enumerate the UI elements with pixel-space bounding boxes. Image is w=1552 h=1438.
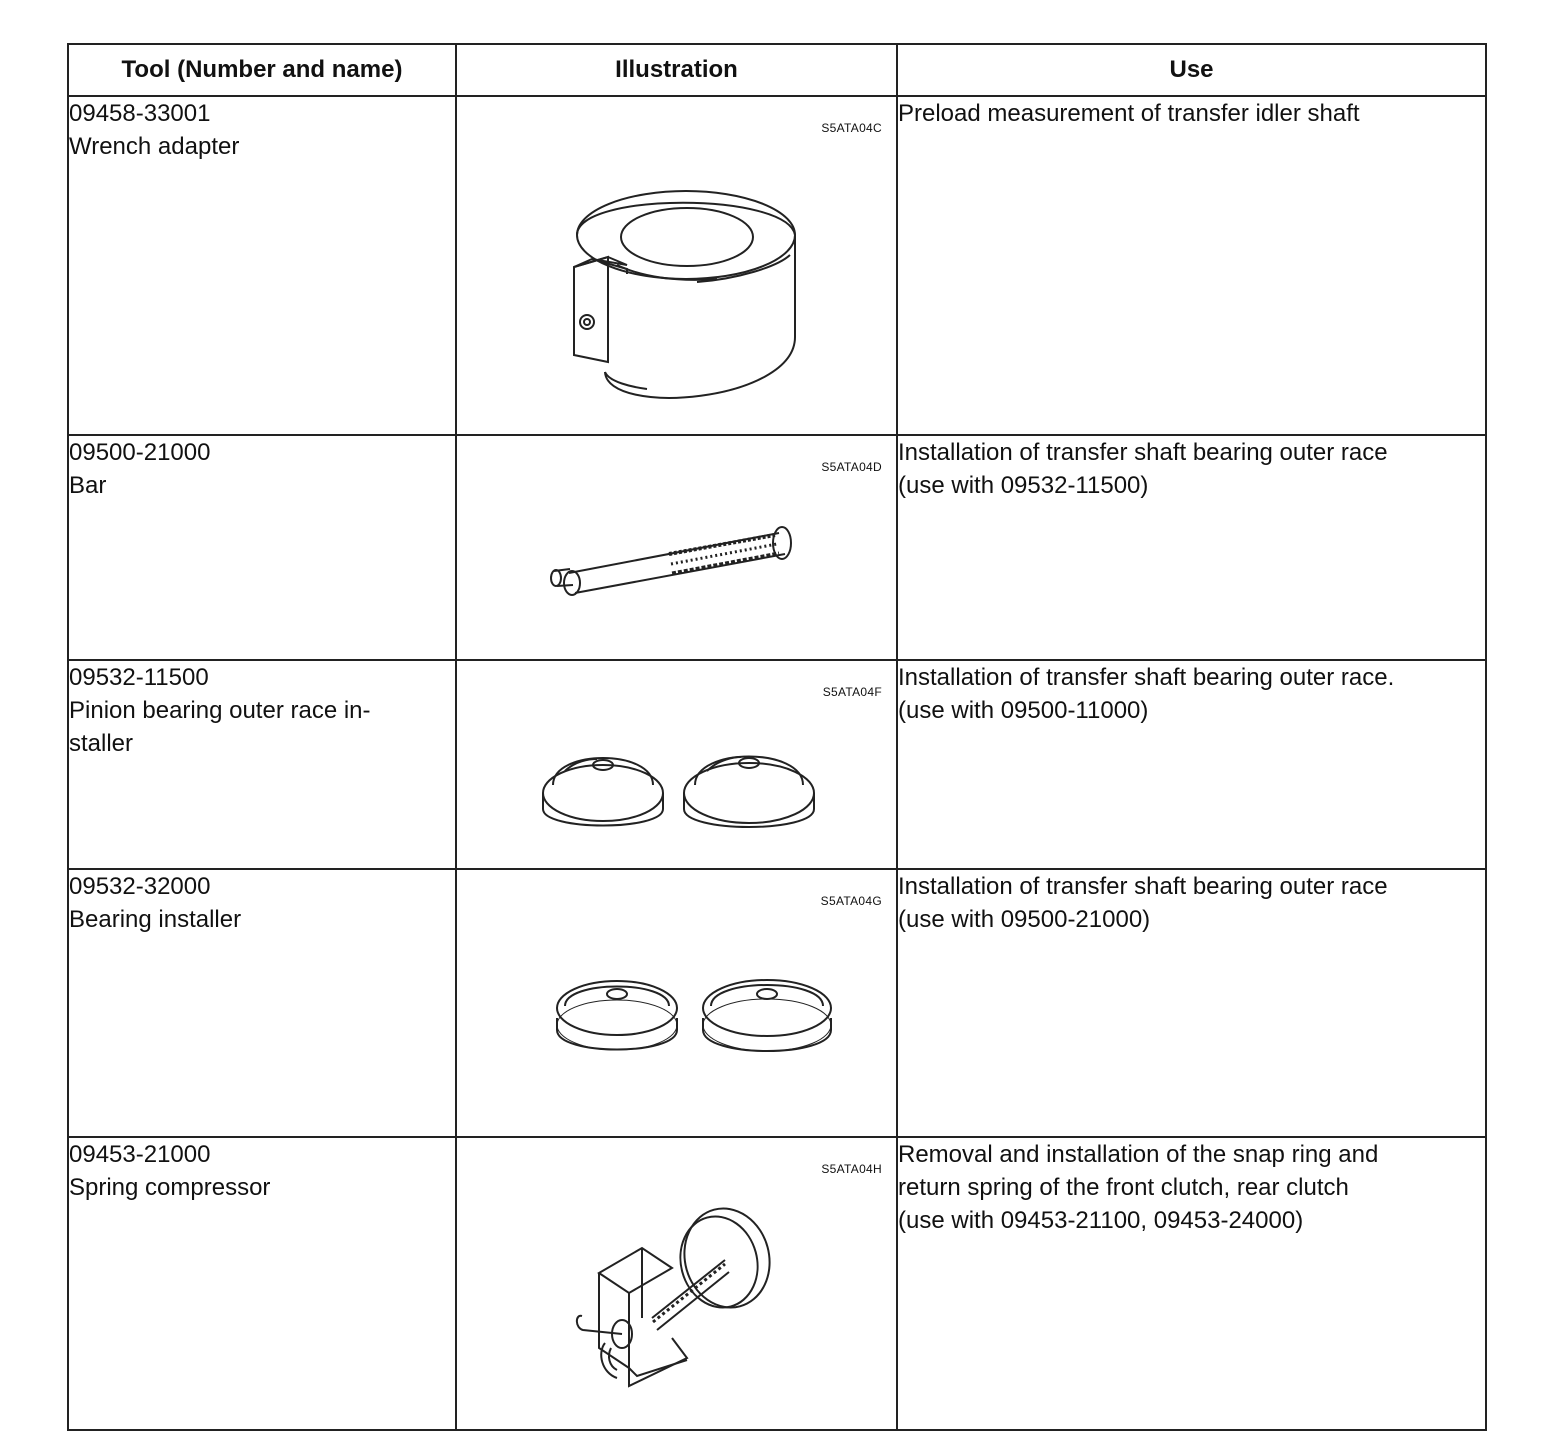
header-illustration: Illustration [456,44,897,96]
header-tool: Tool (Number and name) [68,44,456,96]
use-line: Installation of transfer shaft bearing outer race [898,439,1388,466]
use-cell [897,435,1486,660]
tool-number: 09532-32000 [69,873,211,900]
tool-cell [68,660,456,869]
outer-race-installer-icon [457,661,898,870]
use-cell [897,660,1486,869]
tool-name: Bearing installer [69,906,242,933]
illustration-cell [456,1137,897,1430]
tool-number: 09532-11500 [69,664,209,691]
bar-icon [457,436,898,661]
figure-code: S5ATA04D [821,460,882,474]
use-line: (use with 09500-21000) [898,906,1151,933]
illustration-cell [456,435,897,660]
tool-name: Bar [69,472,107,499]
illustration-cell [456,96,897,435]
wrench-adapter-icon [457,97,898,436]
illustration-cell [456,869,897,1137]
tool-name: Pinion bearing outer race in- [69,697,371,724]
use-cell [897,96,1486,435]
use-line: Preload measurement of transfer idler shaft [898,100,1360,127]
tool-number: 09458-33001 [69,100,211,127]
table-row [68,869,1486,1137]
use-line: Installation of transfer shaft bearing outer race. [898,664,1395,691]
use-line: Removal and installation of the snap ring and [898,1141,1379,1168]
figure-code: S5ATA04G [820,894,882,908]
header-row [68,44,1486,96]
tool-name-continued: staller [69,730,134,757]
table-row [68,435,1486,660]
illustration-cell [456,660,897,869]
tool-cell [68,869,456,1137]
tool-number: 09453-21000 [69,1141,211,1168]
use-line: (use with 09500-11000) [898,697,1149,724]
use-line: (use with 09532-11500) [898,472,1149,499]
bearing-installer-icon [457,870,898,1138]
tool-name: Spring compressor [69,1174,271,1201]
table-row [68,1137,1486,1430]
use-cell [897,869,1486,1137]
use-line: Installation of transfer shaft bearing outer race [898,873,1388,900]
tool-cell [68,1137,456,1430]
special-tools-table [67,43,1487,1431]
use-cell [897,1137,1486,1430]
figure-code: S5ATA04H [821,1162,882,1176]
spring-compressor-icon [457,1138,898,1431]
table-row [68,96,1486,435]
use-line: (use with 09453-21100, 09453-24000) [898,1207,1304,1234]
figure-code: S5ATA04C [821,121,882,135]
header-use: Use [897,44,1486,96]
figure-code: S5ATA04F [822,685,882,699]
tool-cell [68,435,456,660]
tool-number: 09500-21000 [69,439,211,466]
tool-name: Wrench adapter [69,133,240,160]
tool-cell [68,96,456,435]
table-row [68,660,1486,869]
use-line: return spring of the front clutch, rear clutch [898,1174,1349,1201]
